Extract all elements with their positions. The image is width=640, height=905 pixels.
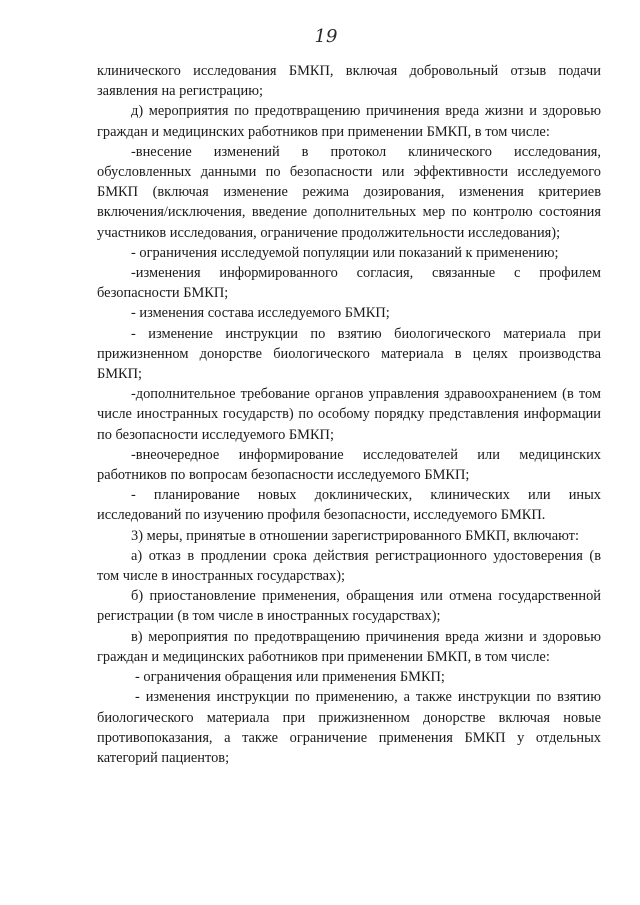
paragraph: - изменение инструкции по взятию биологического материала при прижизненном донорстве биологического материала в целях производства БМКП; <box>97 325 601 383</box>
paragraph: -внесение изменений в протокол клинического исследования, обусловленных данными по безопасности или эффективности исследуемого БМКП (включая изменение режима дозирования, изменения критериев включения/исключения, введение дополнительных мер по контролю состояния участников исследования, ограничение продолжительности исследования); <box>97 143 601 241</box>
paragraph: 3) меры, принятые в отношении зарегистрированного БМКП, включают: <box>131 527 579 544</box>
page-number: 19 <box>314 26 338 47</box>
paragraph: в) мероприятия по предотвращению причинения вреда жизни и здоровью граждан и медицинских работников при применении БМКП, в том числе: <box>97 628 601 665</box>
paragraph: -внеочередное информирование исследователей или медицинских работников по вопросам безопасности исследуемого БМКП; <box>97 446 601 484</box>
document-body <box>97 61 601 768</box>
paragraph: - изменения инструкции по применению, а также инструкции по взятию биологического материала при прижизненном донорстве включая новые противопоказания, а также ограничение применения БМКП у отдельных категорий пациентов; <box>97 689 601 766</box>
paragraph: - ограничения обращения или применения БМКП; <box>135 669 445 686</box>
paragraph: -изменения информированного согласия, связанные с профилем безопасности БМКП; <box>97 265 601 302</box>
paragraph: - ограничения исследуемой популяции или показаний к применению; <box>131 244 559 261</box>
paragraph: а) отказ в продлении срока действия регистрационного удостоверения (в том числе в иностранных государствах); <box>97 547 601 585</box>
paragraph: клинического исследования БМКП, включая добровольный отзыв подачи заявления на регистрацию; <box>97 63 601 100</box>
paragraph: - изменения состава исследуемого БМКП; <box>131 305 390 322</box>
paragraph: - планирование новых доклинических, клинических или иных исследований по изучению профиля безопасности, исследуемого БМКП. <box>97 487 601 524</box>
paragraph: д) мероприятия по предотвращению причинения вреда жизни и здоровью граждан и медицинских работников при применении БМКП, в том числе: <box>97 103 601 140</box>
paragraph: б) приостановление применения, обращения или отмена государственной регистрации (в том числе в иностранных государствах); <box>97 588 601 625</box>
paragraph: -дополнительное требование органов управления здравоохранением (в том числе иностранных государств) по особому порядку представления информации по безопасности исследуемого БМКП; <box>97 386 601 443</box>
